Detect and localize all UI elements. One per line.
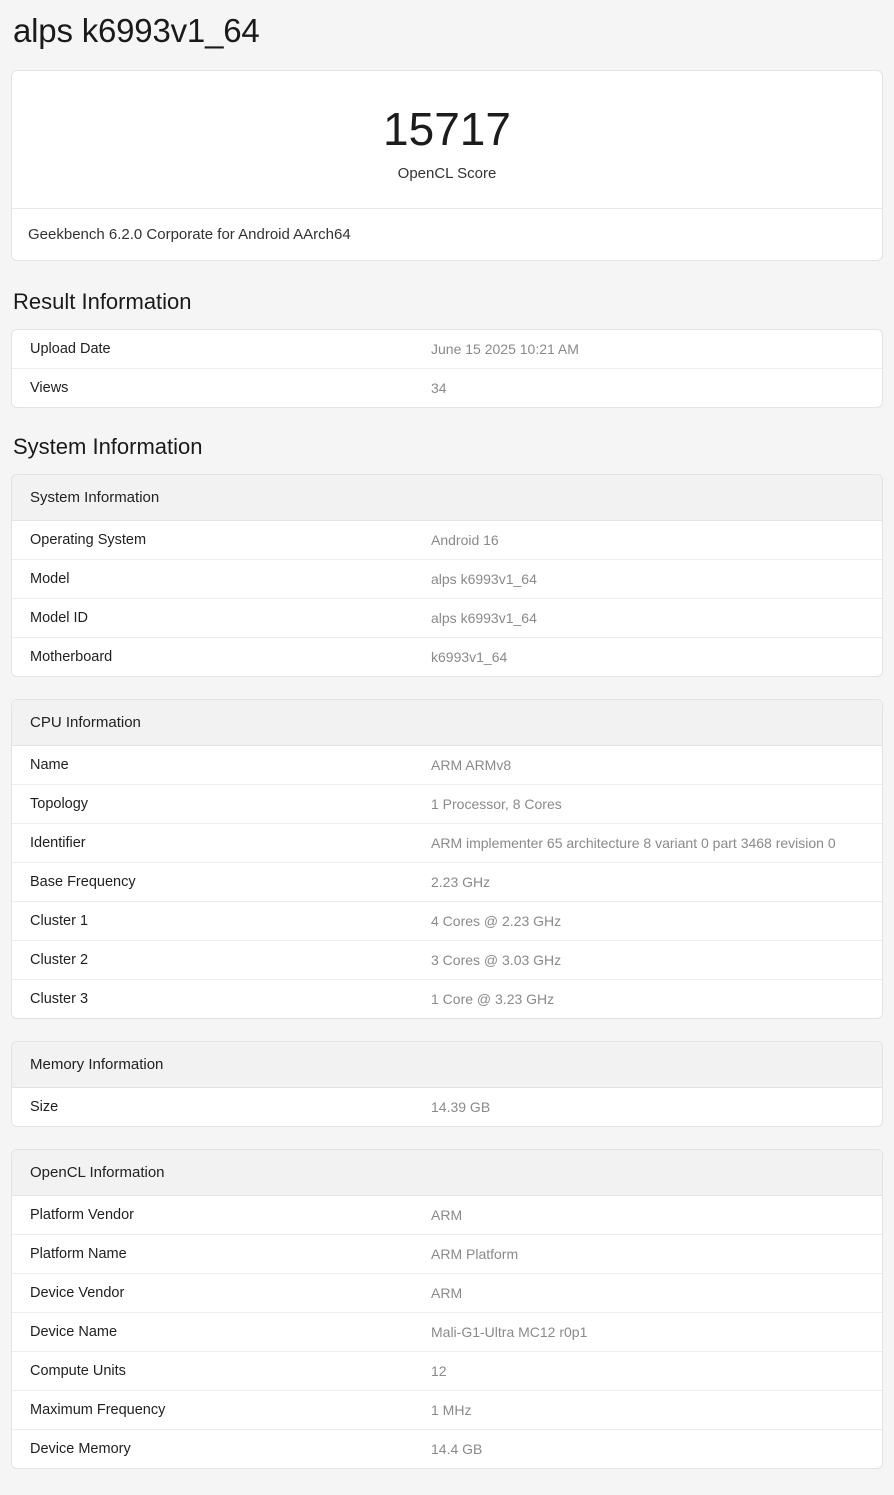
table-row — [12, 369, 882, 408]
table-row — [12, 560, 882, 599]
row-value: June 15 2025 10:21 AM — [413, 330, 882, 369]
opencl-information-table — [12, 1150, 882, 1468]
system-information-table — [12, 475, 882, 676]
row-key: Cluster 1 — [12, 902, 413, 941]
row-key: Operating System — [12, 521, 413, 560]
table-row — [12, 746, 882, 785]
table-row — [12, 1196, 882, 1235]
table-body — [12, 1196, 882, 1469]
row-value: alps k6993v1_64 — [413, 599, 882, 638]
table-title: Memory Information — [12, 1042, 882, 1088]
result-page — [0, 12, 894, 1469]
result-information-body — [12, 330, 882, 407]
row-key: Device Name — [12, 1313, 413, 1352]
table-row — [12, 330, 882, 369]
cpu-information-table-wrap — [11, 699, 883, 1019]
row-key: Platform Vendor — [12, 1196, 413, 1235]
row-value: ARM implementer 65 architecture 8 variant 0 part 3468 revision 0 — [413, 824, 882, 863]
table-body — [12, 1088, 882, 1127]
row-value: 1 Processor, 8 Cores — [413, 785, 882, 824]
score-label: OpenCL Score — [397, 165, 497, 183]
table-header-row — [12, 1042, 882, 1088]
table-row — [12, 980, 882, 1019]
row-value: 1 Core @ 3.23 GHz — [431, 991, 555, 1008]
table-row — [12, 902, 882, 941]
table-title: CPU Information — [12, 700, 882, 746]
score-value: 15717 — [383, 103, 511, 155]
row-key: Maximum Frequency — [12, 1391, 413, 1430]
table-row — [12, 521, 882, 560]
row-value: 2.23 GHz — [413, 863, 882, 902]
table-row — [12, 941, 882, 980]
benchmark-version: Geekbench 6.2.0 Corporate for Android AArch64 — [28, 226, 351, 244]
system-information-section — [11, 434, 883, 1469]
row-key: Views — [30, 380, 69, 397]
table-title: System Information — [12, 475, 882, 521]
cpu-information-table — [12, 700, 882, 1018]
result-information-heading: Result Information — [13, 289, 192, 315]
result-information-section — [11, 289, 883, 408]
system-information-heading: System Information — [13, 434, 203, 460]
table-row — [12, 638, 882, 677]
row-value: ARM ARMv8 — [413, 746, 882, 785]
memory-information-table — [12, 1042, 882, 1126]
row-value: ARM — [413, 1274, 882, 1313]
table-row — [12, 1313, 882, 1352]
row-value: 3 Cores @ 3.03 GHz — [413, 941, 882, 980]
table-header-row — [12, 700, 882, 746]
table-head — [12, 475, 882, 521]
table-head — [12, 1042, 882, 1088]
table-row — [12, 1430, 882, 1469]
table-row — [12, 785, 882, 824]
opencl-information-table-wrap — [11, 1149, 883, 1469]
row-value: 34 — [431, 380, 447, 397]
row-key: Motherboard — [30, 649, 113, 666]
page-title: alps k6993v1_64 — [13, 12, 260, 49]
table-head — [12, 700, 882, 746]
score-block — [12, 71, 882, 209]
table-row — [12, 1235, 882, 1274]
table-row — [12, 1352, 882, 1391]
row-value: 12 — [413, 1352, 882, 1391]
row-key: Platform Name — [12, 1235, 413, 1274]
table-body — [12, 521, 882, 677]
table-row — [12, 863, 882, 902]
row-key: Topology — [12, 785, 413, 824]
row-key: Model ID — [12, 599, 413, 638]
row-value: ARM — [413, 1196, 882, 1235]
result-information-table — [12, 330, 882, 407]
table-title: OpenCL Information — [12, 1150, 882, 1196]
score-card — [11, 70, 883, 261]
row-value: Mali-G1-Ultra MC12 r0p1 — [413, 1313, 882, 1352]
row-value: k6993v1_64 — [431, 649, 508, 666]
row-value: Android 16 — [413, 521, 882, 560]
row-value: alps k6993v1_64 — [413, 560, 882, 599]
row-key: Cluster 3 — [30, 991, 89, 1008]
system-information-table-wrap — [11, 474, 883, 677]
row-key: Compute Units — [12, 1352, 413, 1391]
row-value: ARM Platform — [413, 1235, 882, 1274]
table-row — [12, 824, 882, 863]
table-row — [12, 1391, 882, 1430]
table-row — [12, 1088, 882, 1127]
table-row — [12, 1274, 882, 1313]
table-row — [12, 599, 882, 638]
row-key: Model — [12, 560, 413, 599]
row-value: 14.39 GB — [431, 1099, 491, 1116]
row-key: Name — [12, 746, 413, 785]
row-key: Device Vendor — [12, 1274, 413, 1313]
row-key: Device Memory — [30, 1441, 131, 1458]
table-header-row — [12, 475, 882, 521]
row-value: 1 MHz — [413, 1391, 882, 1430]
table-body — [12, 746, 882, 1019]
result-information-table-wrap — [11, 329, 883, 408]
row-key: Upload Date — [12, 330, 413, 369]
table-head — [12, 1150, 882, 1196]
table-header-row — [12, 1150, 882, 1196]
row-value: 14.4 GB — [431, 1441, 483, 1458]
memory-information-table-wrap — [11, 1041, 883, 1127]
row-key: Identifier — [12, 824, 413, 863]
row-value: 4 Cores @ 2.23 GHz — [413, 902, 882, 941]
row-key: Size — [30, 1099, 59, 1116]
row-key: Base Frequency — [12, 863, 413, 902]
row-key: Cluster 2 — [12, 941, 413, 980]
